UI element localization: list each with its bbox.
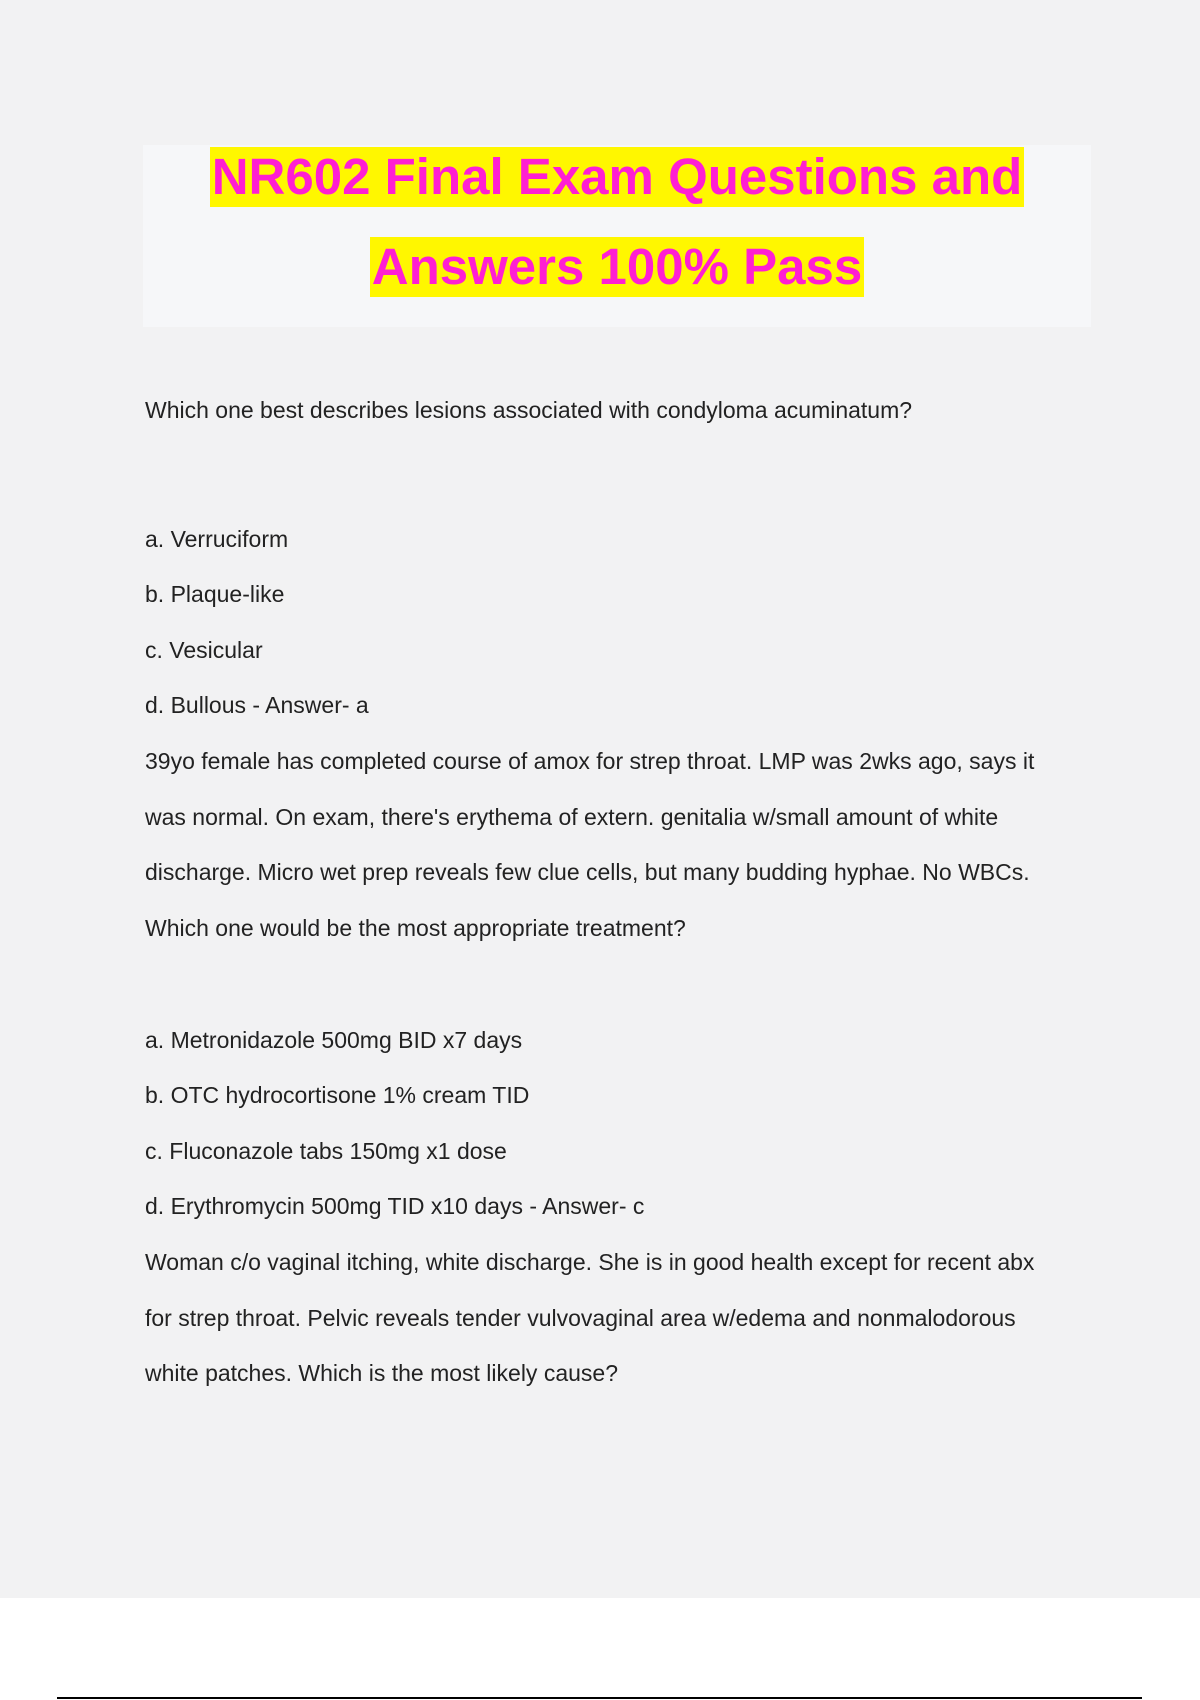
question-2-option-a: a. Metronidazole 500mg BID x7 days — [145, 1027, 523, 1053]
question-2-option-c: c. Fluconazole tabs 150mg x1 dose — [145, 1138, 507, 1164]
question-1-option-a: a. Verruciform — [145, 526, 289, 552]
question-2-option-b: b. OTC hydrocortisone 1% cream TID — [145, 1082, 530, 1108]
question-2-text-line-2: was normal. On exam, there's erythema of extern. genitalia w/small amount of white — [145, 804, 999, 830]
question-2-text-line-3: discharge. Micro wet prep reveals few clue cells, but many budding hyphae. No WBCs. — [145, 859, 1030, 885]
question-2-text-line-1: 39yo female has completed course of amox for strep throat. LMP was 2wks ago, says it — [145, 748, 1035, 774]
question-1-option-c: c. Vesicular — [145, 637, 263, 663]
page-bottom-rule — [57, 1697, 1142, 1699]
document-title-line-1: NR602 Final Exam Questions and — [211, 148, 1023, 205]
question-3-text-line-2: for strep throat. Pelvic reveals tender vulvovaginal area w/edema and nonmalodorous — [145, 1305, 1016, 1331]
question-3-text-line-3: white patches. Which is the most likely cause? — [145, 1360, 618, 1386]
document-title-line-2: Answers 100% Pass — [371, 238, 863, 295]
question-2-text-line-4: Which one would be the most appropriate treatment? — [145, 915, 686, 941]
question-1-text: Which one best describes lesions associated with condyloma acuminatum? — [145, 397, 913, 423]
title-banner — [143, 145, 1091, 327]
question-3-text-line-1: Woman c/o vaginal itching, white discharge. She is in good health except for recent abx — [145, 1249, 1035, 1275]
question-1-option-b: b. Plaque-like — [145, 581, 285, 607]
question-1-option-d-answer: d. Bullous - Answer- a — [145, 692, 369, 718]
question-2-option-d-answer: d. Erythromycin 500mg TID x10 days - Answer- c — [145, 1193, 645, 1219]
